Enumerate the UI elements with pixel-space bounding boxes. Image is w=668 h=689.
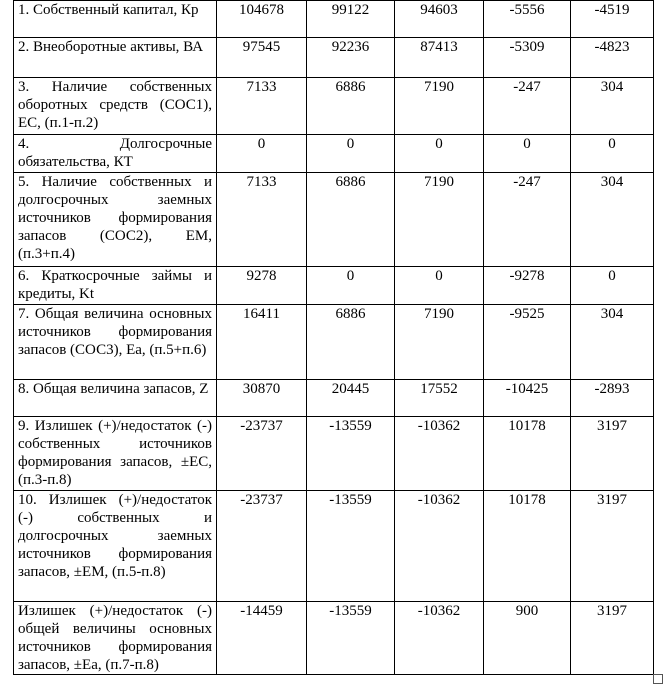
cell-value: -10362: [395, 417, 484, 491]
table-row: [14, 78, 654, 135]
row-label: 2. Внеоборотные активы, ВА: [14, 38, 217, 78]
cell-value: 104678: [217, 1, 307, 38]
cell-value: -247: [484, 173, 571, 267]
table-row: [14, 380, 654, 417]
table-row: [14, 173, 654, 267]
cell-value: -13559: [307, 491, 395, 602]
cell-value: 6886: [307, 305, 395, 380]
cell-value: -23737: [217, 417, 307, 491]
cell-value: 10178: [484, 417, 571, 491]
cell-value: 304: [571, 173, 654, 267]
cell-value: 6886: [307, 78, 395, 135]
cell-value: 7133: [217, 173, 307, 267]
cell-value: 30870: [217, 380, 307, 417]
cell-value: -13559: [307, 602, 395, 675]
row-label: 8. Общая величина запасов, Z: [14, 380, 217, 417]
cell-value: 99122: [307, 1, 395, 38]
cell-value: 16411: [217, 305, 307, 380]
table-row: [14, 417, 654, 491]
cell-value: -23737: [217, 491, 307, 602]
table-row: [14, 267, 654, 305]
cell-value: -14459: [217, 602, 307, 675]
cell-value: 0: [571, 135, 654, 173]
cell-value: -10362: [395, 491, 484, 602]
cell-value: -5556: [484, 1, 571, 38]
row-label: 6. Краткосрочные займы и кредиты, Kt: [14, 267, 217, 305]
cell-value: 304: [571, 78, 654, 135]
cell-value: 3197: [571, 602, 654, 675]
cell-value: 0: [484, 135, 571, 173]
cell-value: 0: [571, 267, 654, 305]
row-label: 3. Наличие собственных оборотных средств (СОС1), ЕС, (п.1-п.2): [14, 78, 217, 135]
cell-value: 0: [395, 135, 484, 173]
cell-value: 7190: [395, 305, 484, 380]
cell-value: 0: [307, 267, 395, 305]
cell-value: 7133: [217, 78, 307, 135]
cell-value: -13559: [307, 417, 395, 491]
row-label: Излишек (+)/недостаток (-) общей величины основных источников формирования запасов, ±Ea, (п.7-п.8): [14, 602, 217, 675]
row-label: 9. Излишек (+)/недостаток (-) собственных источников формирования запасов, ±ЕС, (п.3-п.8): [14, 417, 217, 491]
row-label: 4. Долгосрочные обязательства, КТ: [14, 135, 217, 173]
cell-value: 0: [307, 135, 395, 173]
cell-value: 9278: [217, 267, 307, 305]
cell-value: 0: [395, 267, 484, 305]
table-row: [14, 1, 654, 38]
cell-value: 94603: [395, 1, 484, 38]
table-row: [14, 491, 654, 602]
cell-value: 0: [217, 135, 307, 173]
row-label: 7. Общая величина основных источников формирования запасов (СОС3), Ea, (п.5+п.6): [14, 305, 217, 380]
financial-stability-table: [13, 0, 654, 675]
row-label: 5. Наличие собственных и долгосрочных заемных источников формирования запасов (СОС2), ЕМ, (п.3+п.4): [14, 173, 217, 267]
table-row: [14, 602, 654, 675]
cell-value: -4823: [571, 38, 654, 78]
cell-value: 87413: [395, 38, 484, 78]
cell-value: -10362: [395, 602, 484, 675]
cell-value: 97545: [217, 38, 307, 78]
cell-value: -5309: [484, 38, 571, 78]
cell-value: 304: [571, 305, 654, 380]
row-label: 10. Излишек (+)/недостаток (-) собственных и долгосрочных заемных источников формирования запасов, ±ЕМ, (п.5-п.8): [14, 491, 217, 602]
cell-value: -2893: [571, 380, 654, 417]
cell-value: -10425: [484, 380, 571, 417]
cell-value: 3197: [571, 417, 654, 491]
table-row: [14, 305, 654, 380]
cell-value: 3197: [571, 491, 654, 602]
row-label: 1. Собственный капитал, Кр: [14, 1, 217, 38]
cell-value: 7190: [395, 78, 484, 135]
cell-value: 900: [484, 602, 571, 675]
cell-value: 7190: [395, 173, 484, 267]
table-row: [14, 135, 654, 173]
cell-value: 92236: [307, 38, 395, 78]
cell-value: -247: [484, 78, 571, 135]
cell-value: 6886: [307, 173, 395, 267]
cell-value: -9278: [484, 267, 571, 305]
cell-value: -9525: [484, 305, 571, 380]
cell-value: 10178: [484, 491, 571, 602]
table-row: [14, 38, 654, 78]
cell-value: 20445: [307, 380, 395, 417]
cell-value: -4519: [571, 1, 654, 38]
resize-handle[interactable]: [653, 674, 663, 684]
cell-value: 17552: [395, 380, 484, 417]
